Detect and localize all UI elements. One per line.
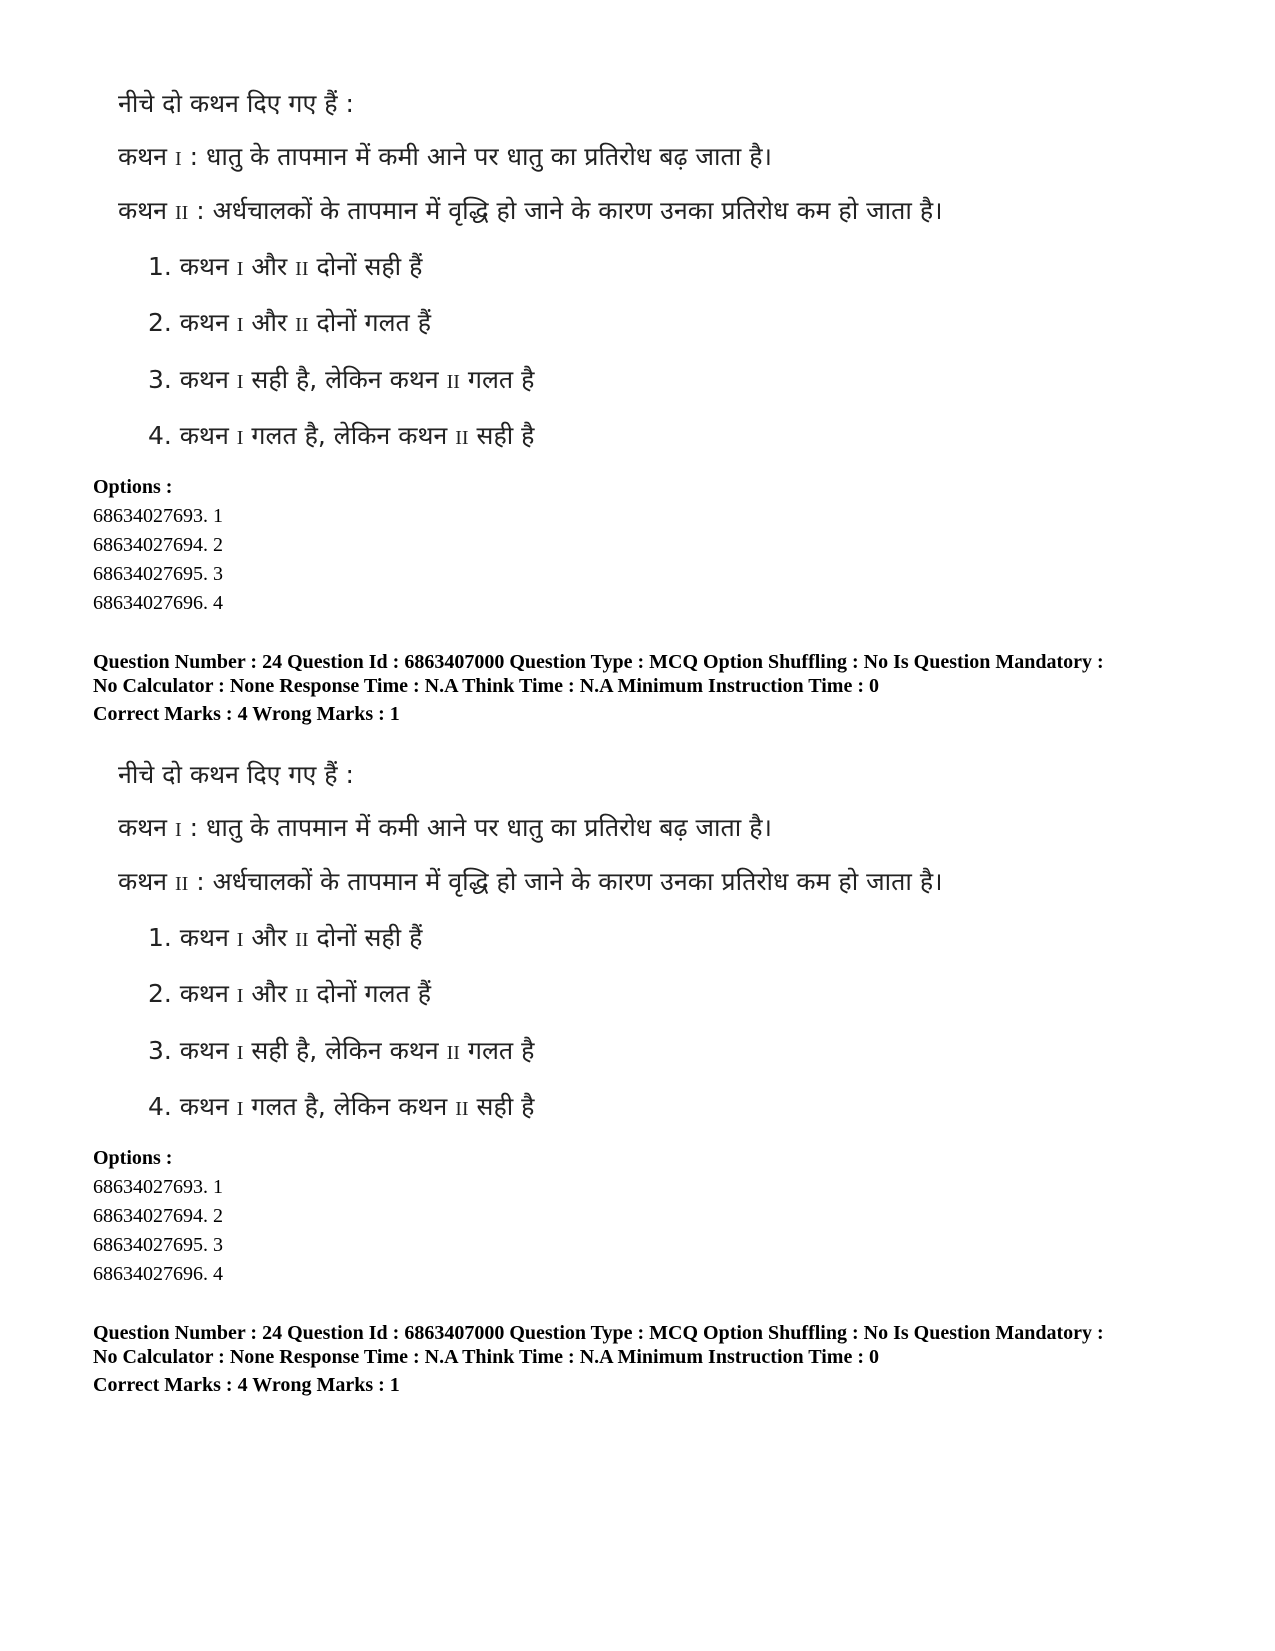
choice-2: 2. कथन I और II दोनों गलत हैं <box>148 979 431 1008</box>
options-list <box>93 1144 223 1289</box>
question-text-block <box>118 757 1018 1137</box>
meta-line-2: No Calculator : None Response Time : N.A Think Time : N.A Minimum Instruction Time : 0 <box>93 1346 879 1368</box>
choice-4: 4. कथन I गलत है, लेकिन कथन II सही है <box>148 1092 535 1121</box>
question-meta <box>93 650 1193 726</box>
statement-2: कथन II : अर्धचालकों के तापमान में वृद्धि हो जाने के कारण उनका प्रतिरोध कम हो जाता है। <box>118 867 943 896</box>
option-item: 68634027696. 4 <box>93 592 223 614</box>
options-heading: Options : <box>93 1147 173 1169</box>
option-item: 68634027695. 3 <box>93 563 223 585</box>
choice-1: 1. कथन I और II दोनों सही हैं <box>148 923 423 952</box>
option-item: 68634027693. 1 <box>93 505 223 527</box>
meta-marks: Correct Marks : 4 Wrong Marks : 1 <box>93 703 400 725</box>
statement-1: कथन I : धातु के तापमान में कमी आने पर धातु का प्रतिरोध बढ़ जाता है। <box>118 813 772 842</box>
choice-3: 3. कथन I सही है, लेकिन कथन II गलत है <box>148 365 535 394</box>
choice-3: 3. कथन I सही है, लेकिन कथन II गलत है <box>148 1036 535 1065</box>
question-intro: नीचे दो कथन दिए गए हैं : <box>118 89 354 118</box>
option-item: 68634027696. 4 <box>93 1263 223 1285</box>
meta-line-1: Question Number : 24 Question Id : 6863407000 Question Type : MCQ Option Shuffling : No Is Question Mandatory : <box>93 651 1104 673</box>
option-item: 68634027694. 2 <box>93 1205 223 1227</box>
option-item: 68634027694. 2 <box>93 534 223 556</box>
option-item: 68634027693. 1 <box>93 1176 223 1198</box>
meta-marks: Correct Marks : 4 Wrong Marks : 1 <box>93 1374 400 1396</box>
options-list <box>93 473 223 618</box>
option-item: 68634027695. 3 <box>93 1234 223 1256</box>
choice-2: 2. कथन I और II दोनों गलत हैं <box>148 308 431 337</box>
question-text-block <box>118 86 1018 466</box>
question-intro: नीचे दो कथन दिए गए हैं : <box>118 760 354 789</box>
statement-1: कथन I : धातु के तापमान में कमी आने पर धातु का प्रतिरोध बढ़ जाता है। <box>118 142 772 171</box>
meta-line-1: Question Number : 24 Question Id : 6863407000 Question Type : MCQ Option Shuffling : No Is Question Mandatory : <box>93 1322 1104 1344</box>
meta-line-2: No Calculator : None Response Time : N.A Think Time : N.A Minimum Instruction Time : 0 <box>93 675 879 697</box>
statement-2: कथन II : अर्धचालकों के तापमान में वृद्धि हो जाने के कारण उनका प्रतिरोध कम हो जाता है। <box>118 196 943 225</box>
choice-1: 1. कथन I और II दोनों सही हैं <box>148 252 423 281</box>
choice-4: 4. कथन I गलत है, लेकिन कथन II सही है <box>148 421 535 450</box>
options-heading: Options : <box>93 476 173 498</box>
question-meta <box>93 1321 1193 1397</box>
